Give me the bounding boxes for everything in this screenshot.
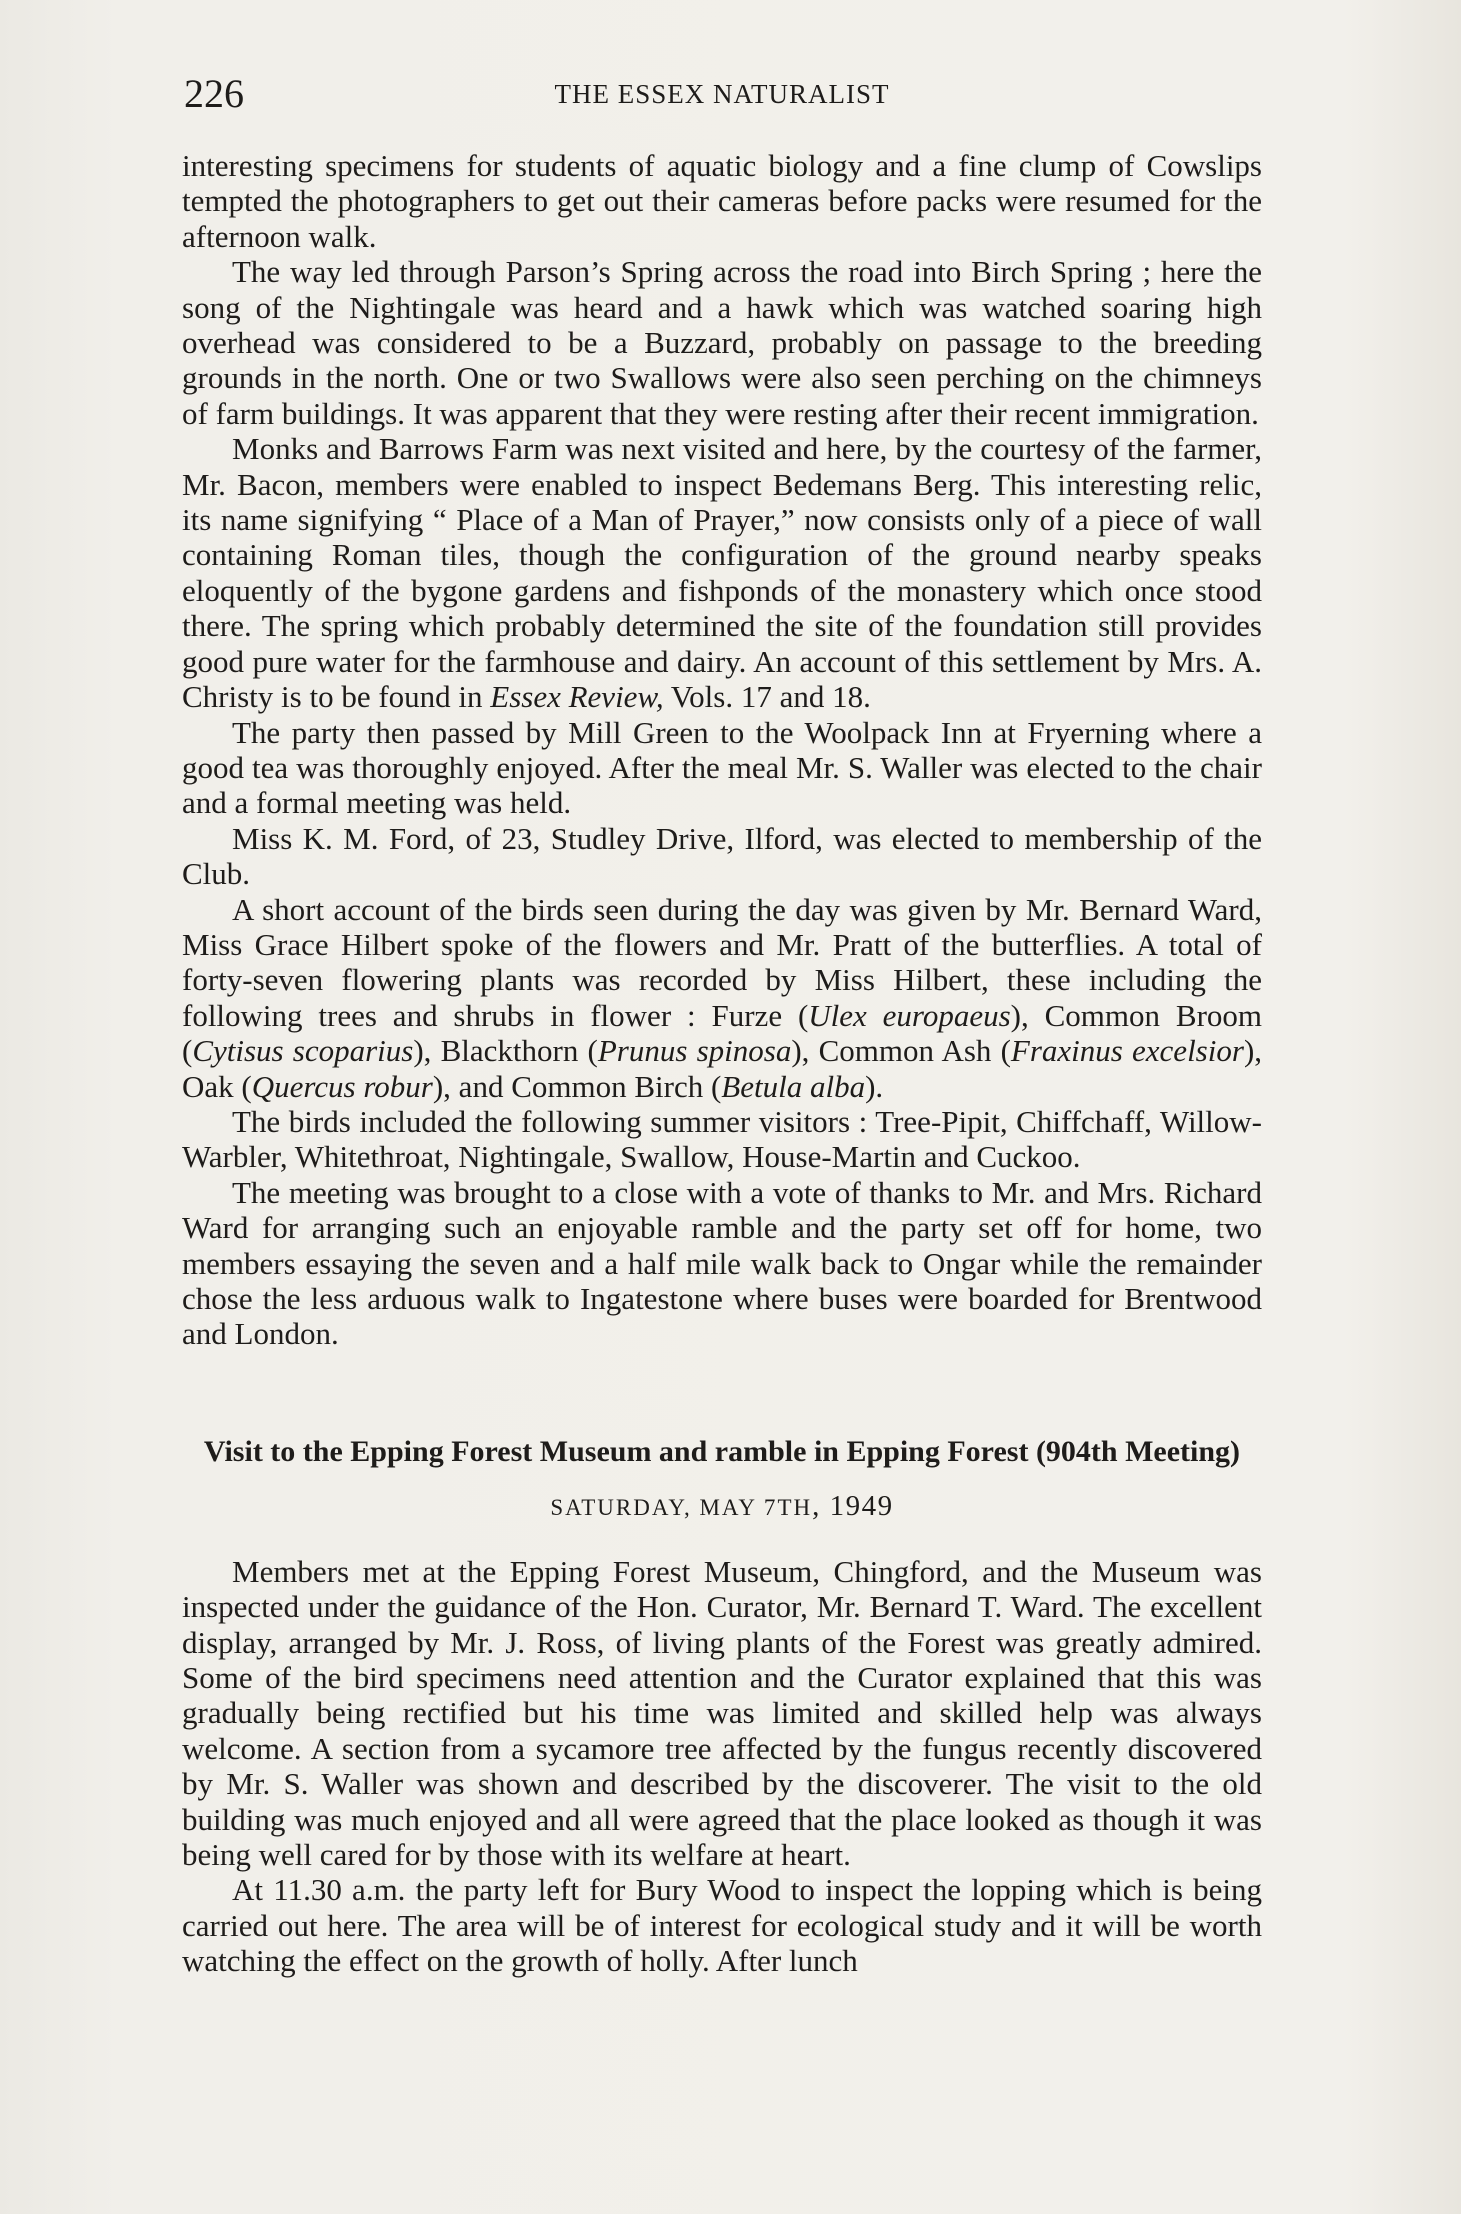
date-year: , 1949 (812, 1489, 894, 1522)
text-run: The party then passed by Mill Green to the Woolpack Inn at Fryerning where a good tea was thoroughly enjoyed. After the meal Mr. S. Waller was elected to the chair and a formal meeting was held. (182, 714, 1262, 821)
body-text (182, 148, 1262, 1979)
paragraph (182, 1872, 1262, 1978)
text-run: At 11.30 a.m. the party left for Bury Wood to inspect the lopping which is being carried out here. The area will be of interest for ecological study and it will be worth watching the effect on the growth of holly. After lunch (182, 1872, 1262, 1979)
paragraph (182, 1104, 1262, 1175)
paragraph (182, 1175, 1262, 1352)
paragraph (182, 1554, 1262, 1873)
text-run: ), Blackthorn ( (413, 1033, 598, 1069)
section-title: Visit to the Epping Forest Museum and ramble in Epping Forest (904th Meeting) (203, 1434, 1241, 1468)
text-run: Monks and Barrows Farm was next visited and here, by the courtesy of the farmer, Mr. Bacon, members were enabled to inspect Bedemans Berg. This interesting relic, its name signifying “ Place of a Man of Prayer,” now consists only of a piece of wall containing Roman tiles, though the configuration of the ground nearby speaks eloquently of the bygone gardens and fishponds of the monastery which once stood there. The spring which probably determined the site of the foundation still provides good pure water for the farmhouse and dairy. An account of this settlement by Mrs. A. Christy is to be found in (182, 431, 1262, 715)
italic-text: Betula alba (721, 1068, 866, 1104)
text-run: The meeting was brought to a close with a vote of thanks to Mr. and Mrs. Richard Ward for arranging such an enjoyable ramble and the party set off for home, two members essaying the seven and a half mile walk back to Ongar while the remainder chose the less arduous walk to Ingatestone where buses were boarded for Brentwood and London. (182, 1174, 1262, 1352)
text-run: The birds included the following summer visitors : Tree-Pipit, Chiffchaff, Willow-Warbler, Whitethroat, Nightingale, Swallow, House-Martin and Cuckoo. (182, 1103, 1262, 1175)
text-run: ). (865, 1068, 884, 1104)
section-date (182, 1488, 1262, 1526)
page-number: 226 (184, 71, 244, 116)
text-run: Members met at the Epping Forest Museum, Chingford, and the Museum was inspected under the guidance of the Hon. Curator, Mr. Bernard T. Ward. The excellent display, arranged by Mr. J. Ross, of living plants of the Forest was greatly admired. Some of the bird specimens need attention and the Curator explained that this was gradually being rectified but his time was limited and skilled help was always welcome. A section from a sycamore tree affected by the fungus recently discovered by Mr. S. Waller was shown and described by the discoverer. The visit to the old building was much enjoyed and all were agreed that the place looked as though it was being well cared for by those with its welfare at heart. (182, 1553, 1262, 1873)
text-run: Miss K. M. Ford, of 23, Studley Drive, Ilford, was elected to membership of the Club. (182, 820, 1262, 892)
italic-text: Essex Review, (490, 679, 664, 715)
italic-text: Ulex europaeus (808, 997, 1011, 1033)
text-run: ), and Common Birch ( (432, 1068, 722, 1104)
text-run: Vols. 17 and 18. (663, 679, 871, 715)
italic-text: Fraxinus excelsior (1010, 1033, 1244, 1069)
italic-text: Prunus spinosa (597, 1033, 792, 1069)
paragraph (182, 715, 1262, 821)
text-run: ), Common Ash ( (791, 1033, 1011, 1069)
running-head: THE ESSEX NATURALIST (554, 79, 890, 109)
paragraph (182, 821, 1262, 892)
text-run: interesting specimens for students of aquatic biology and a fine clump of Cowslips tempted the photographers to get out their cameras before packs were resumed for the afternoon walk. (182, 148, 1262, 254)
italic-text: Cytisus scoparius (192, 1033, 414, 1069)
paragraph (182, 148, 1262, 254)
paragraph (182, 431, 1262, 714)
text-run: ), Oak ( (182, 1033, 1263, 1104)
italic-text: Quercus robur (251, 1068, 433, 1104)
text-run: A short account of the birds seen during the day was given by Mr. Bernard Ward, Miss Grace Hilbert spoke of the flowers and Mr. Pratt of the butterflies. A total of forty-seven flowering plants was recorded by Miss Hilbert, these including the following trees and shrubs in flower : Furze ( (182, 891, 1262, 1033)
page-header (184, 70, 1260, 120)
paragraph (182, 892, 1262, 1104)
text-run: ), Common Broom ( (182, 997, 1262, 1069)
paragraph (182, 254, 1262, 431)
text-run: The way led through Parson’s Spring across the road into Birch Spring ; here the song of the Nightingale was heard and a hawk which was watched soaring high overhead was considered to be a Buzzard, probably on passage to the breeding grounds in the north. One or two Swallows were also seen perching on the chimneys of farm buildings. It was apparent that they were resting after their recent immigration. (182, 254, 1262, 431)
date-suffix: TH (777, 1494, 813, 1520)
date-day: SATURDAY, MAY 7 (550, 1494, 778, 1520)
